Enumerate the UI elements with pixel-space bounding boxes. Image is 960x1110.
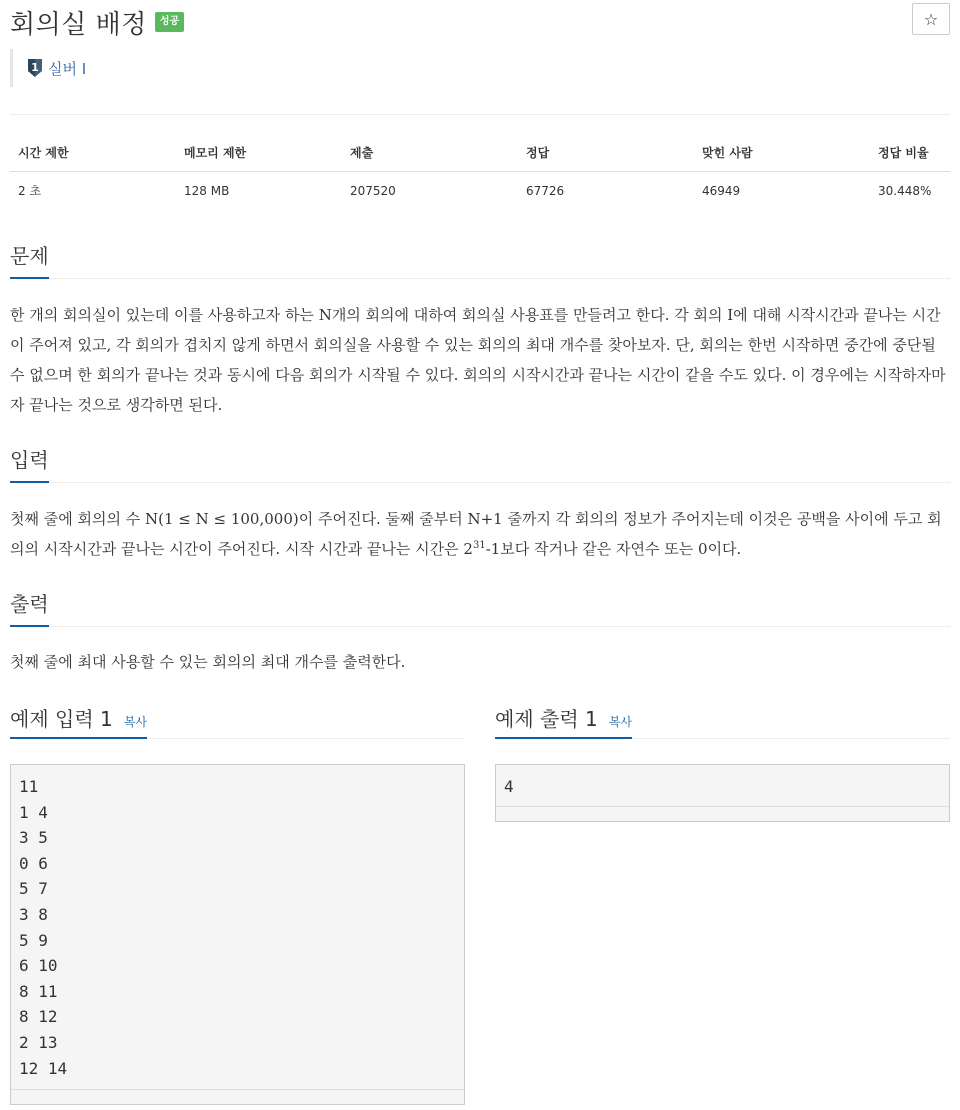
sample-input-header-inner bbox=[10, 703, 147, 739]
stats-header-row bbox=[10, 134, 950, 172]
problem-section-header bbox=[10, 240, 950, 279]
stats-header-accepted: 정답 bbox=[518, 134, 694, 172]
stats-header-ratio: 정답 비율 bbox=[870, 134, 950, 172]
stats-submissions[interactable]: 207520 bbox=[350, 183, 396, 198]
stats-value-row bbox=[10, 172, 950, 210]
sample-input-panel bbox=[10, 703, 465, 1105]
stats-header-submissions: 제출 bbox=[342, 134, 518, 172]
sample-output-scrollbar bbox=[496, 806, 949, 807]
stats-memory-limit: 128 MB bbox=[184, 183, 230, 198]
copy-output-button[interactable]: 복사 bbox=[608, 715, 633, 729]
stats-accepted: 67726 bbox=[526, 183, 565, 198]
input-section-title: 입력 bbox=[10, 444, 49, 483]
output-section-header bbox=[10, 588, 950, 627]
sample-output-header bbox=[495, 703, 950, 739]
tier-info bbox=[10, 49, 86, 87]
title-row bbox=[10, 4, 184, 40]
problem-section-title: 문제 bbox=[10, 240, 49, 279]
stats-ratio: 30.448% bbox=[878, 183, 932, 198]
input-description-exponent: 31 bbox=[472, 540, 486, 551]
star-button[interactable] bbox=[912, 3, 950, 35]
sample-input-header bbox=[10, 703, 465, 739]
status-badge: 성공 bbox=[155, 12, 184, 32]
sample-output-title: 예제 출력 1 bbox=[495, 707, 598, 731]
sample-input-title: 예제 입력 1 bbox=[10, 707, 113, 731]
stats-solvers[interactable]: 46949 bbox=[702, 183, 741, 198]
input-description bbox=[10, 504, 950, 564]
sample-output-data: 4 bbox=[504, 777, 514, 796]
stats-header-memory-limit: 메모리 제한 bbox=[176, 134, 342, 172]
problem-stats-table bbox=[10, 134, 950, 209]
input-section-header bbox=[10, 444, 950, 483]
page-title: 회의실 배정 bbox=[10, 9, 147, 40]
sample-output-panel bbox=[495, 703, 950, 822]
copy-input-button[interactable]: 복사 bbox=[123, 715, 148, 729]
problem-description: 한 개의 회의실이 있는데 이를 사용하고자 하는 N개의 회의에 대하여 회의실 사용표를 만들려고 한다. 각 회의 I에 대해 시작시간과 끝나는 시간이 주어져 있고, 각 회의가 겹치지 않게 하면서 회의실을 사용할 수 있는 회의의 최대 개수를 찾아보자. 단, 회의는 한번 시작하면 중간에 중단될 수 없으며 한 회의가 끝나는 것과 동시에 다음 회의가 시작될 수 있다. 회의의 시작시간과 끝나는 시간이 같을 수도 있다. 이 경우에는 시작하자마자 끝나는 것으로 생각하면 된다. bbox=[10, 306, 946, 414]
output-section-title: 출력 bbox=[10, 588, 49, 627]
input-description-part2: -1보다 작거나 같은 자연수 또는 0이다. bbox=[485, 540, 742, 558]
output-description: 첫째 줄에 최대 사용할 수 있는 회의의 최대 개수를 출력한다. bbox=[10, 653, 406, 671]
sample-input-box[interactable] bbox=[10, 764, 465, 1105]
divider bbox=[10, 114, 950, 115]
tier-label[interactable]: 실버 I bbox=[48, 59, 87, 78]
stats-time-limit: 2 초 bbox=[18, 184, 42, 198]
sample-input-scrollbar bbox=[11, 1089, 464, 1090]
svg-text:1: 1 bbox=[31, 61, 39, 74]
shield-1-icon bbox=[27, 58, 43, 78]
sample-output-box[interactable] bbox=[495, 764, 950, 822]
sample-output-header-inner bbox=[495, 703, 632, 739]
stats-header-solvers: 맞힌 사람 bbox=[694, 134, 870, 172]
star-icon: ☆ bbox=[923, 9, 939, 29]
stats-header-time-limit: 시간 제한 bbox=[10, 134, 176, 172]
input-description-part1: 첫째 줄에 회의의 수 N(1 ≤ N ≤ 100,000)이 주어진다. 둘째 줄부터 N+1 줄까지 각 회의의 정보가 주어지는데 이것은 공백을 사이에 두고 회의의 시작시간과 끝나는 시간이 주어진다. 시작 시간과 끝나는 시간은 2 bbox=[10, 510, 942, 558]
sample-input-data: 11 1 4 3 5 0 6 5 7 3 8 5 9 6 10 8 11 8 12 2 13 12 14 bbox=[19, 777, 68, 1078]
